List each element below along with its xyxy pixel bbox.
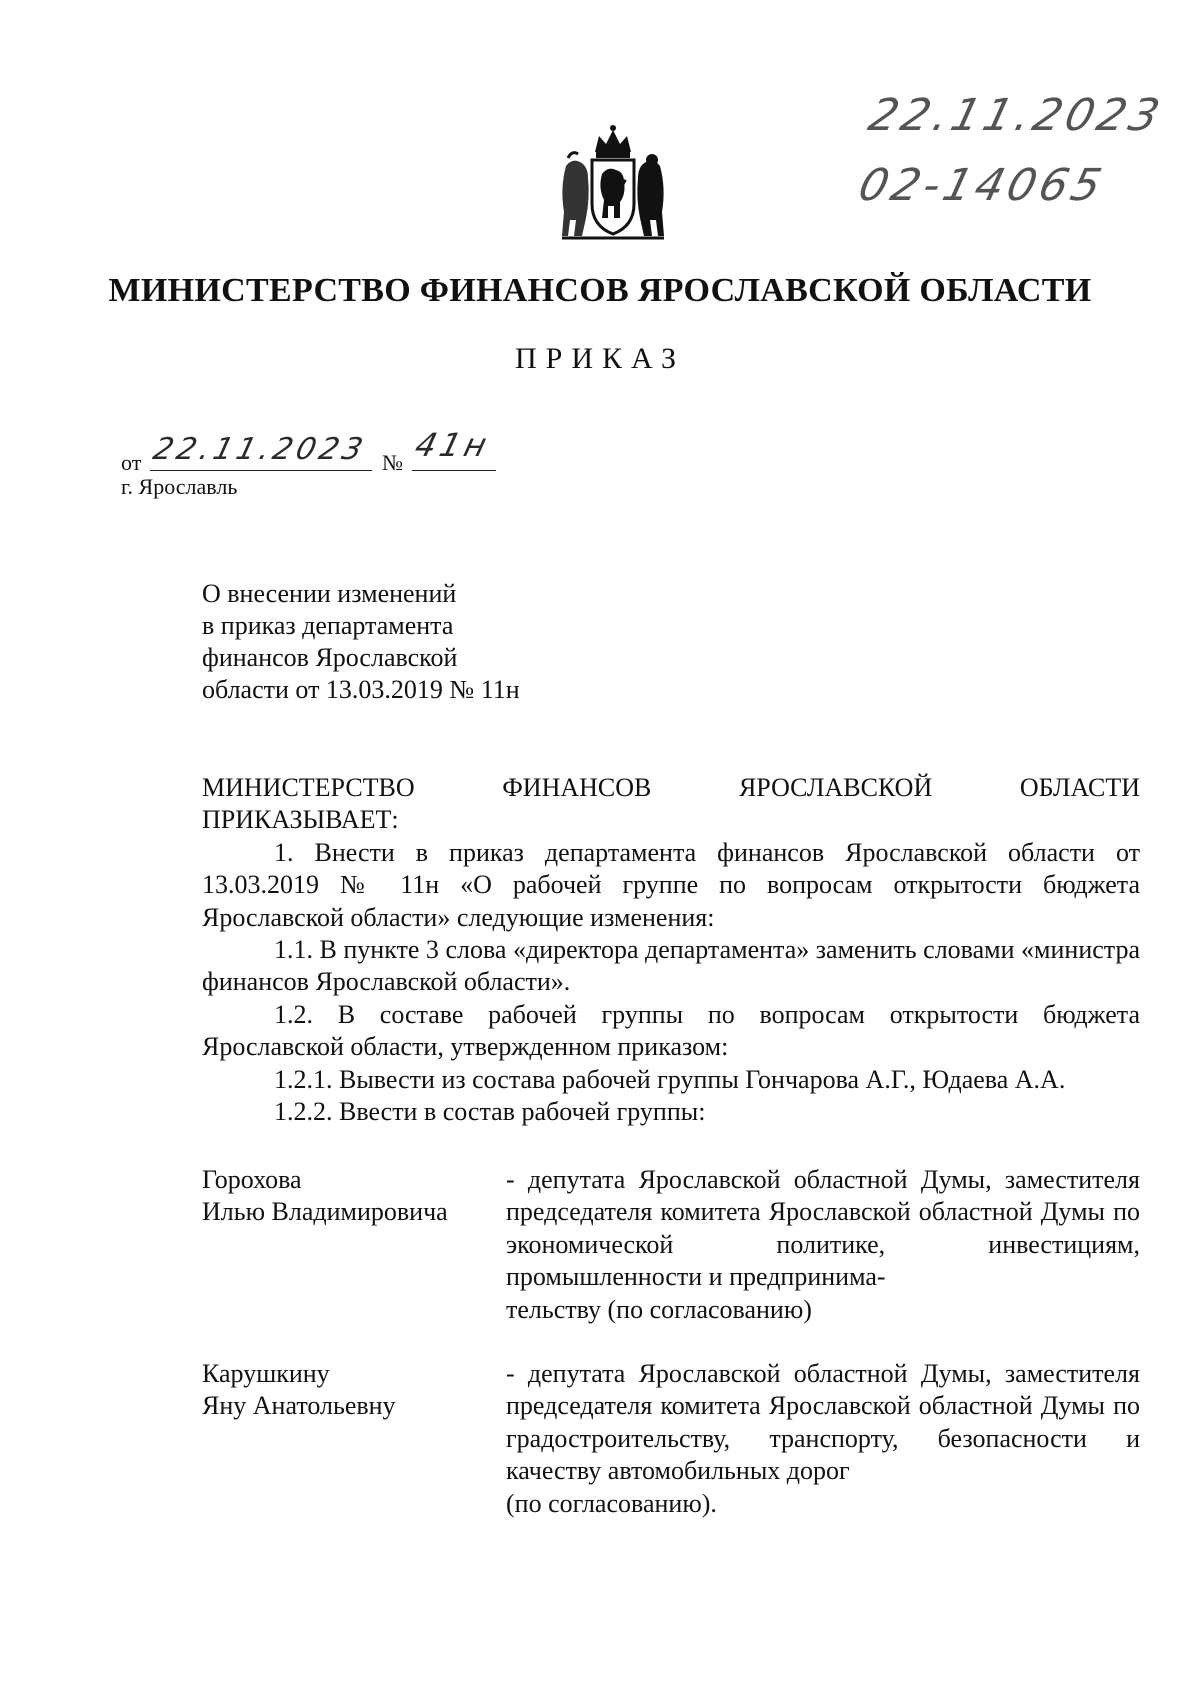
opening-word: МИНИСТЕРСТВО — [202, 773, 415, 802]
stamp-number: 02-14065 — [853, 160, 1111, 211]
member-name — [202, 1164, 502, 1229]
member-description — [506, 1164, 1140, 1326]
member-desc-last: (по согласованию). — [506, 1488, 717, 1518]
member-desc-last: тельству (по согласованию) — [506, 1294, 812, 1324]
member-desc-main: - депутата Ярославской областной Думы, заместителя председателя комитета Ярославской областной Думы по экономической политике, инвестициям, промышленности и предпринима- — [506, 1165, 1140, 1292]
opening-word: ОБЛАСТИ — [1019, 773, 1140, 802]
subject-line: области от 13.03.2019 № 11н — [202, 675, 520, 704]
order-opening — [202, 772, 1140, 837]
member-name — [202, 1358, 502, 1423]
item-1-2: 1.2. В составе рабочей группы по вопросам открытости бюджета Ярославской области, утвержденном приказом: — [202, 1000, 1140, 1062]
number-line — [411, 426, 496, 471]
opening-word: ФИНАНСОВ — [502, 773, 652, 802]
item-1: 1. Внести в приказ департамента финансов Ярославской области от 13.03.2019 № 11н «О рабочей группе по вопросам открытости бюджета Ярославской области» следующие изменения: — [202, 838, 1140, 932]
item-1-2-1: 1.2.1. Вывести из состава рабочей группы Гончарова А.Г., Юдаева А.А. — [274, 1065, 1066, 1094]
stamp-date: 22.11.2023 — [863, 90, 1169, 141]
subject-block — [202, 578, 622, 706]
city: г. Ярославль — [121, 474, 238, 499]
member-surname: Карушкину — [202, 1359, 330, 1388]
coat-of-arms-icon — [558, 122, 668, 244]
opening-orders: ПРИКАЗЫВАЕТ: — [202, 805, 399, 835]
number-prefix: № — [382, 450, 403, 475]
member-given-name: Яну Анатольевну — [202, 1391, 396, 1421]
member-surname: Горохова — [202, 1165, 302, 1194]
opening-word: ЯРОСЛАВСКОЙ — [738, 773, 933, 802]
date-line — [150, 432, 372, 471]
subject-line: О внесении изменений — [202, 579, 457, 608]
subject-line: финансов Ярославской — [202, 643, 458, 672]
member-description — [506, 1358, 1140, 1520]
date-handwritten: 22.11.2023 — [149, 432, 371, 467]
number-handwritten: 41н — [411, 426, 495, 464]
subject-line: в приказ департамента — [202, 611, 454, 640]
date-prefix: от — [121, 450, 142, 475]
item-1-2-2: 1.2.2. Ввести в состав рабочей группы: — [274, 1097, 706, 1126]
member-desc-main: - депутата Ярославской областной Думы, заместителя председателя комитета Ярославской областной Думы по градостроительству, транспорту, безопасности и качеству автомобильных дорог — [506, 1359, 1140, 1486]
ministry-title: МИНИСТЕРСТВО ФИНАНСОВ ЯРОСЛАВСКОЙ ОБЛАСТИ — [108, 272, 1092, 309]
member-given-name: Илью Владимировича — [202, 1197, 448, 1227]
item-1-1: 1.1. В пункте 3 слова «директора департамента» заменить словами «министра финансов Ярославской области». — [202, 935, 1140, 997]
document-type: ПРИКАЗ — [515, 342, 685, 375]
